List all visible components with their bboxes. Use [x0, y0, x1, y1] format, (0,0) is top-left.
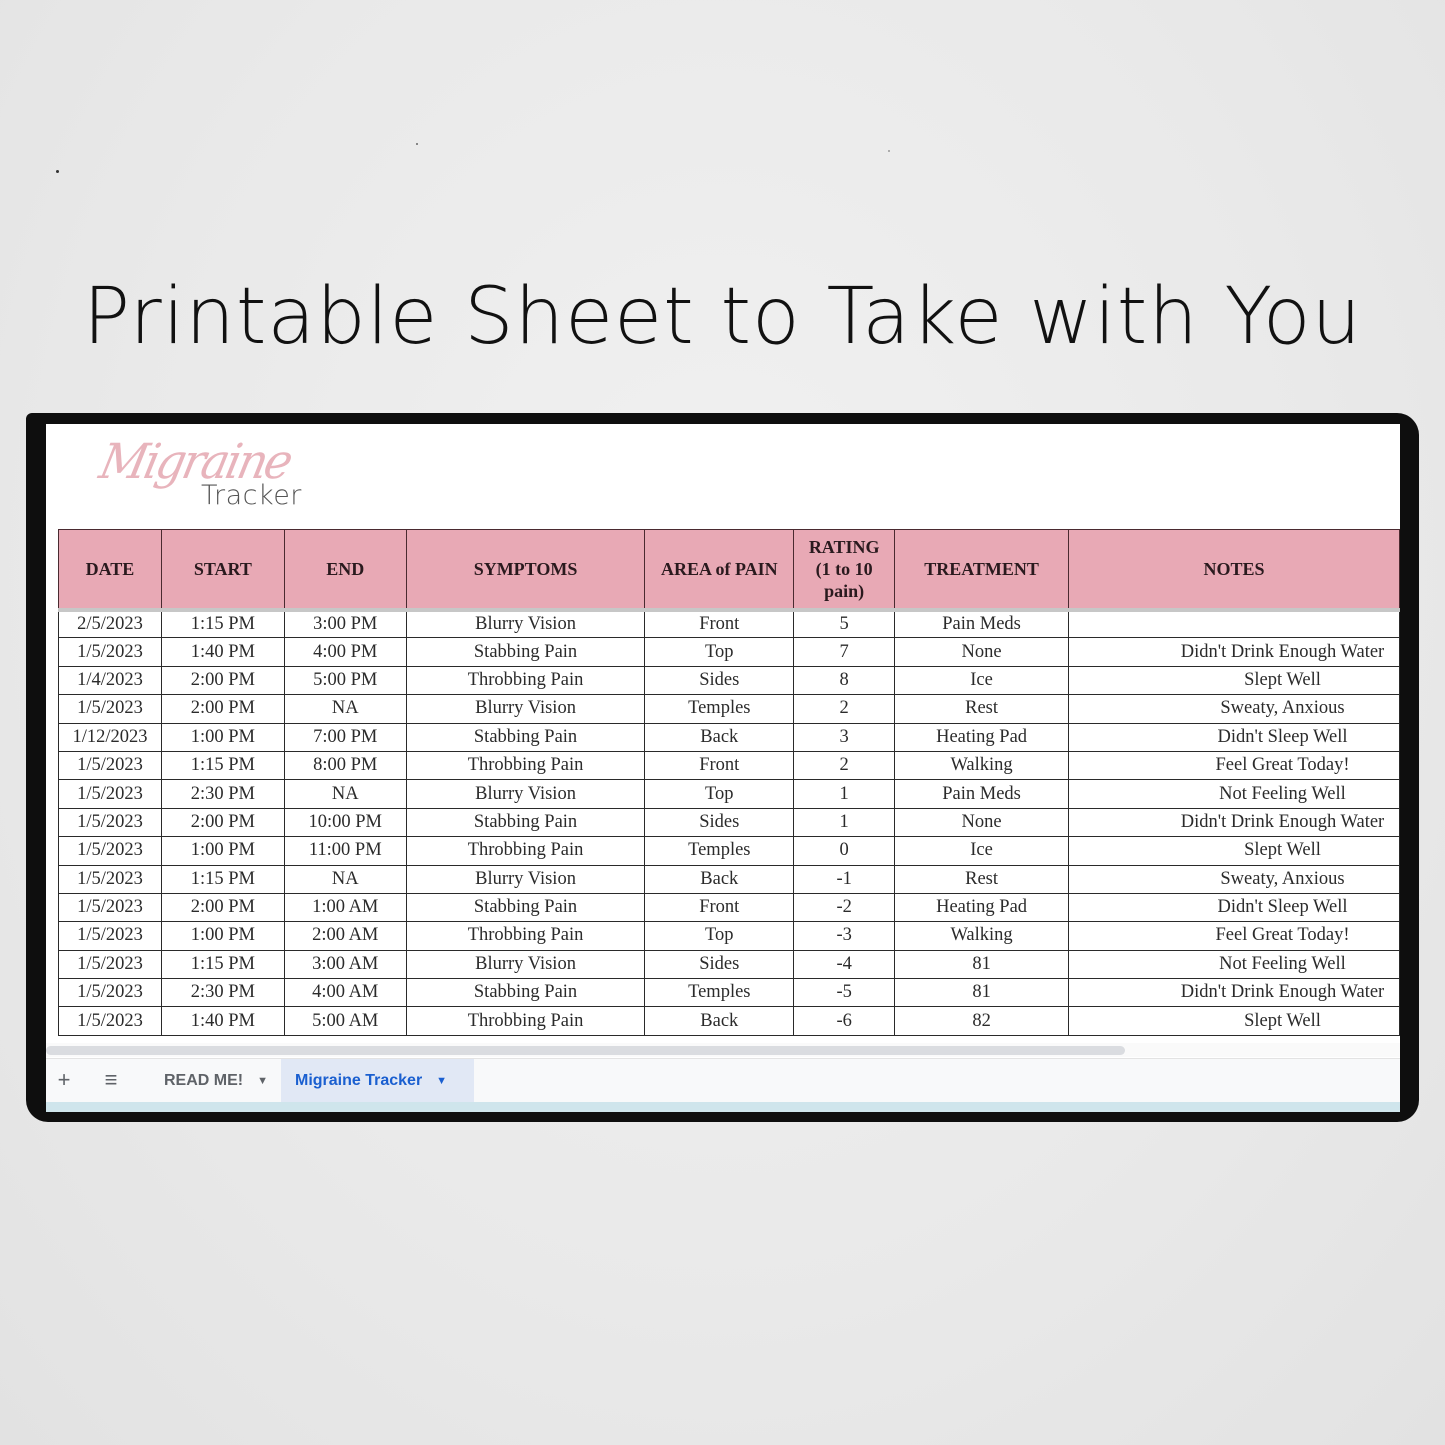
cell-date[interactable]: 1/5/2023	[59, 865, 162, 893]
table-row	[59, 950, 1400, 978]
cell-symptoms[interactable]: Stabbing Pain	[406, 979, 645, 1007]
cell-date[interactable]: 1/5/2023	[59, 780, 162, 808]
cell-start[interactable]: 2:00 PM	[161, 666, 284, 694]
cell-symptoms[interactable]: Blurry Vision	[406, 610, 645, 638]
cell-notes[interactable]: Sweaty, Anxious	[1069, 695, 1400, 723]
cell-date[interactable]: 1/5/2023	[59, 979, 162, 1007]
cell-symptoms[interactable]: Stabbing Pain	[406, 638, 645, 666]
cell-notes[interactable]: Didn't Sleep Well	[1069, 723, 1400, 751]
cell-start[interactable]: 2:30 PM	[161, 780, 284, 808]
cell-start[interactable]: 1:15 PM	[161, 610, 284, 638]
cell-treatment[interactable]: Rest	[895, 695, 1069, 723]
cell-treatment[interactable]: Pain Meds	[895, 610, 1069, 638]
cell-notes[interactable]: Not Feeling Well	[1069, 950, 1400, 978]
cell-treatment[interactable]: None	[895, 808, 1069, 836]
cell-rating[interactable]: -5	[794, 979, 895, 1007]
cell-rating[interactable]: 7	[794, 638, 895, 666]
cell-notes[interactable]: Sweaty, Anxious	[1069, 865, 1400, 893]
cell-area[interactable]: Temples	[645, 695, 794, 723]
cell-area[interactable]: Top	[645, 638, 794, 666]
cell-symptoms[interactable]: Stabbing Pain	[406, 723, 645, 751]
table-row	[59, 695, 1400, 723]
tab-migraine-tracker[interactable]	[281, 1059, 474, 1103]
table-row	[59, 865, 1400, 893]
cell-end[interactable]: 5:00 PM	[284, 666, 406, 694]
cell-symptoms[interactable]: Throbbing Pain	[406, 922, 645, 950]
cell-treatment[interactable]: 82	[895, 1007, 1069, 1035]
cell-end[interactable]: NA	[284, 780, 406, 808]
cell-date[interactable]: 1/5/2023	[59, 1007, 162, 1035]
column-header-start[interactable]: START	[161, 530, 284, 610]
cell-end[interactable]: 7:00 PM	[284, 723, 406, 751]
cell-treatment[interactable]: Rest	[895, 865, 1069, 893]
chevron-down-icon[interactable]: ▼	[436, 1075, 448, 1087]
column-header-rating[interactable]: RATING (1 to 10 pain)	[794, 530, 895, 610]
table-row	[59, 780, 1400, 808]
cell-treatment[interactable]: 81	[895, 950, 1069, 978]
cell-area[interactable]: Back	[645, 1007, 794, 1035]
cell-treatment[interactable]: 81	[895, 979, 1069, 1007]
cell-area[interactable]: Sides	[645, 808, 794, 836]
cell-end[interactable]: 3:00 PM	[284, 610, 406, 638]
cell-notes[interactable]: Didn't Sleep Well	[1069, 893, 1400, 921]
cell-symptoms[interactable]: Throbbing Pain	[406, 1007, 645, 1035]
cell-treatment[interactable]: Walking	[895, 751, 1069, 779]
cell-date[interactable]: 1/5/2023	[59, 808, 162, 836]
cell-start[interactable]: 1:15 PM	[161, 865, 284, 893]
cell-rating[interactable]: -4	[794, 950, 895, 978]
cell-notes[interactable]: Feel Great Today!	[1069, 751, 1400, 779]
horizontal-scrollbar-thumb[interactable]	[46, 1046, 1125, 1055]
cell-date[interactable]: 1/4/2023	[59, 666, 162, 694]
table-row	[59, 666, 1400, 694]
cell-area[interactable]: Front	[645, 893, 794, 921]
table-row	[59, 610, 1400, 638]
cell-symptoms[interactable]: Blurry Vision	[406, 780, 645, 808]
cell-end[interactable]: NA	[284, 865, 406, 893]
cell-treatment[interactable]: Heating Pad	[895, 723, 1069, 751]
cell-rating[interactable]: -2	[794, 893, 895, 921]
background-speck	[888, 150, 890, 152]
cell-notes[interactable]: Didn't Drink Enough Water	[1069, 979, 1400, 1007]
cell-start[interactable]: 2:00 PM	[161, 695, 284, 723]
cell-area[interactable]: Sides	[645, 950, 794, 978]
sheet-tab-bar	[46, 1058, 1400, 1102]
cell-area[interactable]: Front	[645, 751, 794, 779]
logo	[94, 432, 321, 514]
cell-date[interactable]: 1/5/2023	[59, 837, 162, 865]
cell-end[interactable]: 8:00 PM	[284, 751, 406, 779]
cell-notes[interactable]: Didn't Drink Enough Water	[1069, 638, 1400, 666]
spreadsheet-screen	[46, 424, 1400, 1112]
cell-area[interactable]: Back	[645, 865, 794, 893]
cell-date[interactable]: 2/5/2023	[59, 610, 162, 638]
cell-notes[interactable]: Didn't Drink Enough Water	[1069, 808, 1400, 836]
table-row	[59, 893, 1400, 921]
background-speck	[56, 170, 59, 173]
cell-rating[interactable]: 1	[794, 808, 895, 836]
column-header-area[interactable]: AREA of PAIN	[645, 530, 794, 610]
cell-rating[interactable]: 5	[794, 610, 895, 638]
table-row	[59, 751, 1400, 779]
cell-area[interactable]: Sides	[645, 666, 794, 694]
logo-subtitle: Tracker	[201, 480, 302, 511]
add-sheet-icon[interactable]: +	[57, 1067, 71, 1092]
cell-date[interactable]: 1/5/2023	[59, 638, 162, 666]
cell-rating[interactable]: 2	[794, 695, 895, 723]
cell-start[interactable]: 1:15 PM	[161, 751, 284, 779]
tab-label: Migraine Tracker	[295, 1072, 423, 1089]
cell-start[interactable]: 1:00 PM	[161, 922, 284, 950]
cell-notes[interactable]: Not Feeling Well	[1069, 780, 1400, 808]
cell-treatment[interactable]: Ice	[895, 666, 1069, 694]
cell-notes[interactable]: Slept Well	[1069, 837, 1400, 865]
tab-label: READ ME!	[164, 1072, 244, 1089]
cell-end[interactable]: 1:00 AM	[284, 893, 406, 921]
column-header-notes[interactable]: NOTES	[1069, 530, 1400, 610]
cell-rating[interactable]: 2	[794, 751, 895, 779]
table-row	[59, 638, 1400, 666]
cell-area[interactable]: Front	[645, 610, 794, 638]
cell-notes[interactable]	[1069, 610, 1400, 638]
table-row	[59, 808, 1400, 836]
cell-date[interactable]: 1/5/2023	[59, 922, 162, 950]
cell-rating[interactable]: -6	[794, 1007, 895, 1035]
cell-date[interactable]: 1/5/2023	[59, 695, 162, 723]
table-row	[59, 837, 1400, 865]
cell-notes[interactable]: Slept Well	[1069, 1007, 1400, 1035]
table-row	[59, 922, 1400, 950]
cell-date[interactable]: 1/12/2023	[59, 723, 162, 751]
column-header-treatment[interactable]: TREATMENT	[895, 530, 1069, 610]
column-header-symptoms[interactable]: SYMPTOMS	[406, 530, 645, 610]
cell-end[interactable]: 5:00 AM	[284, 1007, 406, 1035]
cell-rating[interactable]: 8	[794, 666, 895, 694]
cell-end[interactable]: 2:00 AM	[284, 922, 406, 950]
header-row	[59, 530, 1400, 610]
cell-area[interactable]: Temples	[645, 837, 794, 865]
cell-symptoms[interactable]: Blurry Vision	[406, 695, 645, 723]
headline: Printable Sheet to Take with You	[82, 272, 1362, 362]
cell-end[interactable]: 11:00 PM	[284, 837, 406, 865]
cell-treatment[interactable]: Ice	[895, 837, 1069, 865]
background-speck	[416, 143, 418, 145]
logo-script: Migraine	[94, 432, 296, 490]
cell-symptoms[interactable]: Throbbing Pain	[406, 751, 645, 779]
cell-rating[interactable]: 0	[794, 837, 895, 865]
cell-end[interactable]: 4:00 PM	[284, 638, 406, 666]
cell-rating[interactable]: 3	[794, 723, 895, 751]
cell-end[interactable]: 10:00 PM	[284, 808, 406, 836]
cell-symptoms[interactable]: Blurry Vision	[406, 865, 645, 893]
cell-area[interactable]: Temples	[645, 979, 794, 1007]
table-row	[59, 1007, 1400, 1035]
cell-symptoms[interactable]: Stabbing Pain	[406, 893, 645, 921]
cell-start[interactable]: 2:00 PM	[161, 808, 284, 836]
cell-symptoms[interactable]: Throbbing Pain	[406, 666, 645, 694]
cell-end[interactable]: NA	[284, 695, 406, 723]
cell-area[interactable]: Top	[645, 922, 794, 950]
cell-symptoms[interactable]: Stabbing Pain	[406, 808, 645, 836]
cell-date[interactable]: 1/5/2023	[59, 950, 162, 978]
cell-start[interactable]: 1:15 PM	[161, 950, 284, 978]
cell-rating[interactable]: 1	[794, 780, 895, 808]
tab-read-me[interactable]	[150, 1059, 282, 1103]
cell-rating[interactable]: -1	[794, 865, 895, 893]
cell-symptoms[interactable]: Blurry Vision	[406, 950, 645, 978]
cell-notes[interactable]: Slept Well	[1069, 666, 1400, 694]
cell-start[interactable]: 1:40 PM	[161, 638, 284, 666]
cell-date[interactable]: 1/5/2023	[59, 751, 162, 779]
table-row	[59, 723, 1400, 751]
chevron-down-icon[interactable]: ▼	[257, 1075, 268, 1087]
cell-area[interactable]: Back	[645, 723, 794, 751]
status-strip	[46, 1102, 1400, 1112]
cell-start[interactable]: 1:40 PM	[161, 1007, 284, 1035]
all-sheets-menu-icon[interactable]: ≡	[104, 1067, 118, 1092]
cell-treatment[interactable]: Heating Pad	[895, 893, 1069, 921]
cell-start[interactable]: 1:00 PM	[161, 723, 284, 751]
cell-notes[interactable]: Feel Great Today!	[1069, 922, 1400, 950]
column-header-date[interactable]: DATE	[59, 530, 162, 610]
cell-end[interactable]: 4:00 AM	[284, 979, 406, 1007]
cell-treatment[interactable]: Pain Meds	[895, 780, 1069, 808]
cell-start[interactable]: 2:30 PM	[161, 979, 284, 1007]
cell-symptoms[interactable]: Throbbing Pain	[406, 837, 645, 865]
cell-start[interactable]: 2:00 PM	[161, 893, 284, 921]
column-header-end[interactable]: END	[284, 530, 406, 610]
cell-end[interactable]: 3:00 AM	[284, 950, 406, 978]
tracker-table	[58, 529, 1400, 1036]
table-row	[59, 979, 1400, 1007]
cell-date[interactable]: 1/5/2023	[59, 893, 162, 921]
cell-rating[interactable]: -3	[794, 922, 895, 950]
cell-start[interactable]: 1:00 PM	[161, 837, 284, 865]
cell-area[interactable]: Top	[645, 780, 794, 808]
cell-treatment[interactable]: Walking	[895, 922, 1069, 950]
cell-treatment[interactable]: None	[895, 638, 1069, 666]
